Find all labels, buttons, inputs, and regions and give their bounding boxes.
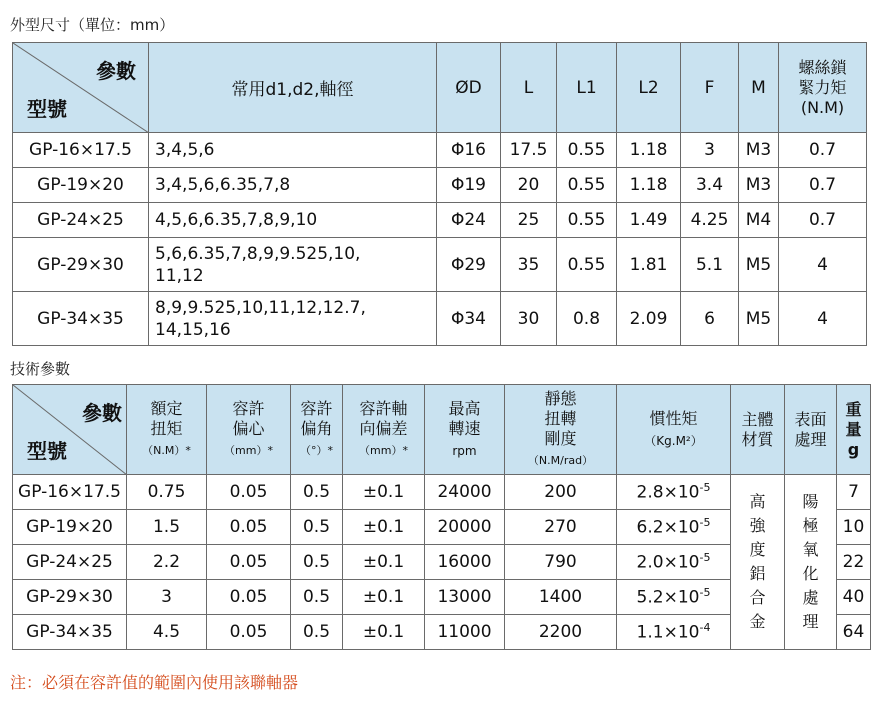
weight-header: 重 量 g	[837, 385, 871, 475]
technical-section-title: 技術參數	[10, 360, 71, 378]
l1-cell: 0.55	[557, 203, 617, 238]
f-cell: 3.4	[681, 168, 739, 203]
max-speed-header: 最高 轉速 rpm	[425, 385, 505, 475]
speed-cell: 11000	[425, 615, 505, 650]
model-cell: GP-19×20	[13, 510, 127, 545]
d-cell: Φ34	[437, 292, 501, 346]
bore-header: 常用d1,d2,軸徑	[149, 43, 437, 133]
inertia-cell: $2.0\times 10^{-5}$	[617, 545, 731, 580]
torque-cell: 0.7	[779, 168, 867, 203]
dimensions-header-row	[13, 43, 867, 133]
f-header: F	[681, 43, 739, 133]
f-cell: 6	[681, 292, 739, 346]
rated-torque-cell: 4.5	[127, 615, 207, 650]
l2-header: L2	[617, 43, 681, 133]
stiffness-cell: 2200	[505, 615, 617, 650]
speed-cell: 16000	[425, 545, 505, 580]
weight-cell: 40	[837, 580, 871, 615]
rated-torque-header: 額定 扭矩 （N.M）*	[127, 385, 207, 475]
l1-cell: 0.55	[557, 168, 617, 203]
speed-cell: 24000	[425, 475, 505, 510]
m-header: M	[739, 43, 779, 133]
speed-cell: 20000	[425, 510, 505, 545]
weight-cell: 10	[837, 510, 871, 545]
m-cell: M3	[739, 168, 779, 203]
static-stiffness-header: 靜態 扭轉 剛度 （N.M/rad）	[505, 385, 617, 475]
table-row	[13, 292, 867, 346]
l1-cell: 0.55	[557, 238, 617, 292]
axial-deviation-header: 容許軸 向偏差 （mm）*	[343, 385, 425, 475]
rated-torque-cell: 1.5	[127, 510, 207, 545]
inertia-cell: $5.2\times 10^{-5}$	[617, 580, 731, 615]
model-cell: GP-34×35	[13, 615, 127, 650]
param-label: 參數	[82, 401, 122, 425]
param-label: 參數	[96, 59, 136, 83]
torque-cell: 4	[779, 238, 867, 292]
l2-cell: 1.18	[617, 168, 681, 203]
eccentricity-cell: 0.05	[207, 510, 291, 545]
l1-cell: 0.8	[557, 292, 617, 346]
model-cell: GP-24×25	[13, 203, 149, 238]
surface-treatment-header: 表面 處理	[785, 385, 837, 475]
torque-cell: 0.7	[779, 203, 867, 238]
table-row	[13, 133, 867, 168]
d-cell: Φ19	[437, 168, 501, 203]
stiffness-cell: 270	[505, 510, 617, 545]
axial-cell: ±0.1	[343, 580, 425, 615]
usage-note: 注：必須在容許值的範圍內使用該聯軸器	[10, 673, 299, 692]
param-model-corner-cell	[13, 385, 127, 475]
d-cell: Φ29	[437, 238, 501, 292]
dimensions-table	[12, 42, 867, 346]
angle-cell: 0.5	[291, 475, 343, 510]
bore-cell: 3,4,5,6,6.35,7,8	[149, 168, 437, 203]
rated-torque-cell: 3	[127, 580, 207, 615]
d-cell: Φ24	[437, 203, 501, 238]
stiffness-cell: 790	[505, 545, 617, 580]
m-cell: M5	[739, 238, 779, 292]
torque-cell: 0.7	[779, 133, 867, 168]
axial-cell: ±0.1	[343, 475, 425, 510]
bore-cell: 5,6,6.35,7,8,9,9.525,10, 11,12	[149, 238, 437, 292]
f-cell: 4.25	[681, 203, 739, 238]
inertia-cell: $1.1\times 10^{-4}$	[617, 615, 731, 650]
model-cell: GP-16×17.5	[13, 475, 127, 510]
rated-torque-cell: 0.75	[127, 475, 207, 510]
angle-cell: 0.5	[291, 545, 343, 580]
table-row	[13, 203, 867, 238]
angle-cell: 0.5	[291, 510, 343, 545]
material-header: 主體 材質	[731, 385, 785, 475]
param-model-corner-cell	[13, 43, 149, 133]
l2-cell: 1.18	[617, 133, 681, 168]
model-cell: GP-24×25	[13, 545, 127, 580]
table-row	[13, 168, 867, 203]
f-cell: 5.1	[681, 238, 739, 292]
weight-cell: 64	[837, 615, 871, 650]
bore-cell: 8,9,9.525,10,11,12,12.7, 14,15,16	[149, 292, 437, 346]
m-cell: M5	[739, 292, 779, 346]
allowable-eccentricity-header: 容許 偏心 （mm）*	[207, 385, 291, 475]
l2-cell: 2.09	[617, 292, 681, 346]
model-cell: GP-29×30	[13, 580, 127, 615]
angle-cell: 0.5	[291, 615, 343, 650]
stiffness-cell: 200	[505, 475, 617, 510]
table-row	[13, 238, 867, 292]
bore-cell: 4,5,6,6.35,7,8,9,10	[149, 203, 437, 238]
dimensions-section-title: 外型尺寸（單位：mm）	[10, 16, 175, 34]
length-header: L	[501, 43, 557, 133]
inertia-header: 慣性矩 （Kg.M²）	[617, 385, 731, 475]
model-cell: GP-29×30	[13, 238, 149, 292]
model-cell: GP-34×35	[13, 292, 149, 346]
technical-table	[12, 384, 871, 650]
screw-torque-header: 螺絲鎖 緊力矩 (N.M)	[779, 43, 867, 133]
l-cell: 35	[501, 238, 557, 292]
table-row	[13, 475, 871, 510]
axial-cell: ±0.1	[343, 615, 425, 650]
bore-cell: 3,4,5,6	[149, 133, 437, 168]
l1-header: L1	[557, 43, 617, 133]
l-cell: 30	[501, 292, 557, 346]
l2-cell: 1.49	[617, 203, 681, 238]
l-cell: 17.5	[501, 133, 557, 168]
material-cell: 高 強 度 鋁 合 金	[731, 475, 785, 650]
model-cell: GP-19×20	[13, 168, 149, 203]
weight-cell: 7	[837, 475, 871, 510]
model-cell: GP-16×17.5	[13, 133, 149, 168]
rated-torque-cell: 2.2	[127, 545, 207, 580]
model-label: 型號	[27, 439, 67, 463]
axial-cell: ±0.1	[343, 545, 425, 580]
eccentricity-cell: 0.05	[207, 545, 291, 580]
inertia-cell: $2.8\times 10^{-5}$	[617, 475, 731, 510]
eccentricity-cell: 0.05	[207, 475, 291, 510]
allowable-angle-header: 容許 偏角 （°）*	[291, 385, 343, 475]
l-cell: 25	[501, 203, 557, 238]
eccentricity-cell: 0.05	[207, 615, 291, 650]
l1-cell: 0.55	[557, 133, 617, 168]
l-cell: 20	[501, 168, 557, 203]
inertia-cell: $6.2\times 10^{-5}$	[617, 510, 731, 545]
l2-cell: 1.81	[617, 238, 681, 292]
technical-header-row	[13, 385, 871, 475]
model-label: 型號	[27, 97, 67, 121]
m-cell: M4	[739, 203, 779, 238]
surface-treatment-cell: 陽 極 氧 化 處 理	[785, 475, 837, 650]
d-cell: Φ16	[437, 133, 501, 168]
outer-diameter-header: ØD	[437, 43, 501, 133]
angle-cell: 0.5	[291, 580, 343, 615]
speed-cell: 13000	[425, 580, 505, 615]
m-cell: M3	[739, 133, 779, 168]
f-cell: 3	[681, 133, 739, 168]
stiffness-cell: 1400	[505, 580, 617, 615]
axial-cell: ±0.1	[343, 510, 425, 545]
eccentricity-cell: 0.05	[207, 580, 291, 615]
weight-cell: 22	[837, 545, 871, 580]
torque-cell: 4	[779, 292, 867, 346]
